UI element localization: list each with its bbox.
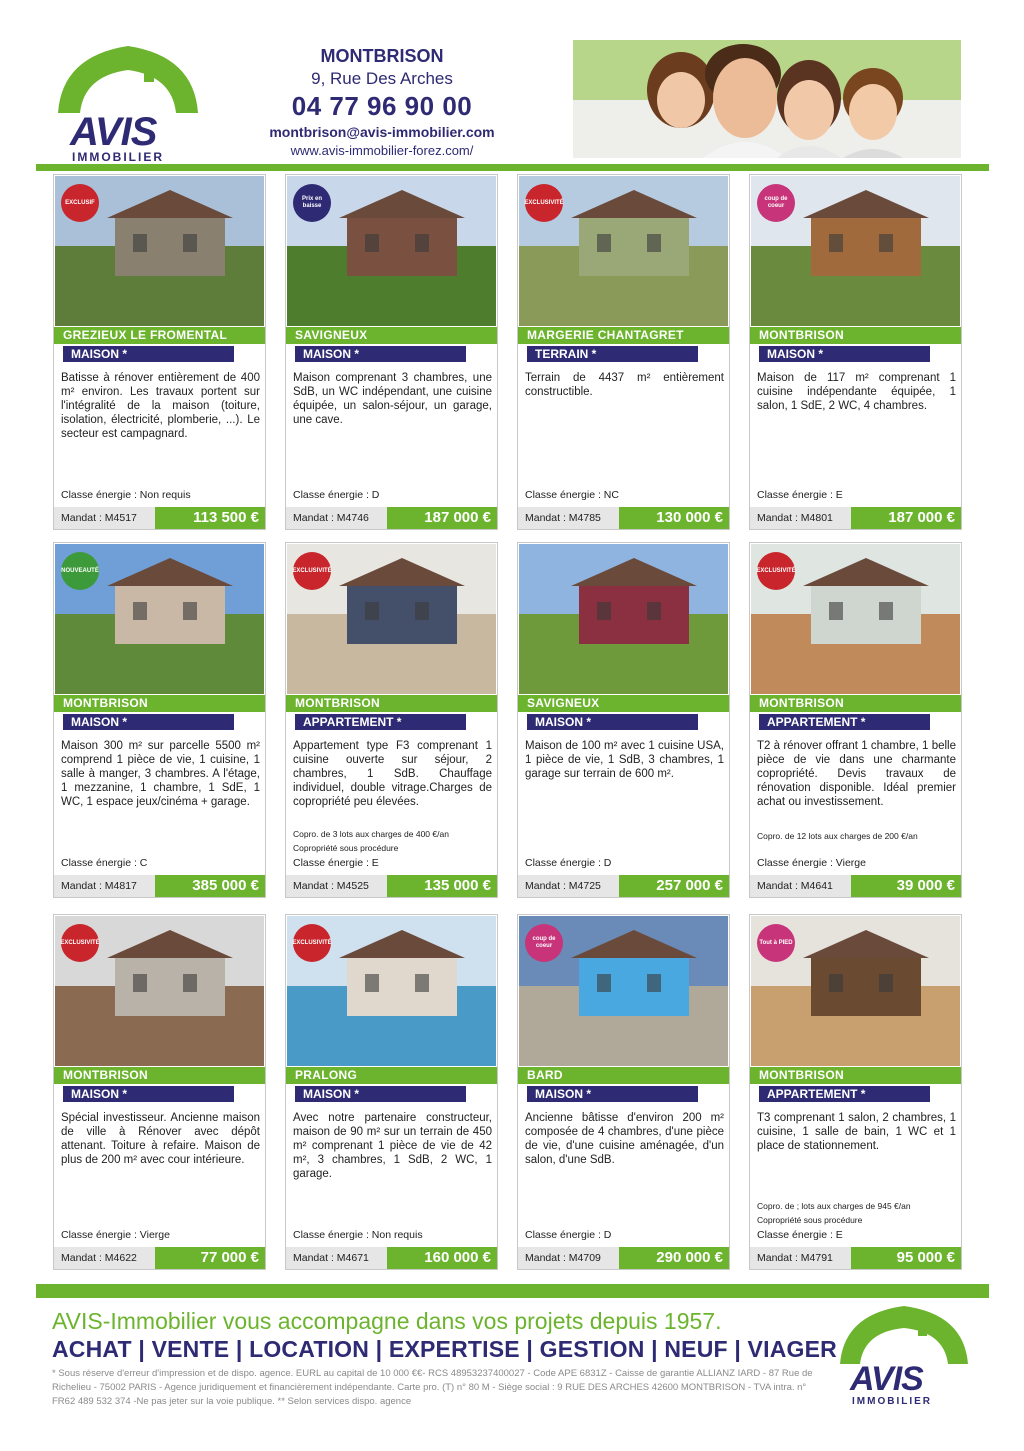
listing-mandate: Mandat : M4525 — [293, 880, 369, 892]
listing-mandate: Mandat : M4801 — [757, 512, 833, 524]
listing-price: 290 000 € — [619, 1247, 729, 1269]
listing-card[interactable] — [517, 914, 730, 1270]
footer-logo-roof-icon — [834, 1302, 974, 1366]
listing-footer — [54, 507, 265, 529]
listing-badge: EXCLUSIVITÉ — [293, 924, 331, 962]
listing-footer — [518, 1247, 729, 1269]
listing-description: T2 à rénover offrant 1 chambre, 1 belle pièce de vie dans une charmante copropriété. Devis travaux de rénovation disponible. Idéal premier achat ou investissement. — [757, 740, 956, 808]
listing-mandate: Mandat : M4709 — [525, 1252, 601, 1264]
listing-photo — [287, 544, 496, 694]
listing-mandate: Mandat : M4671 — [293, 1252, 369, 1264]
listing-badge: EXCLUSIVITÉ — [61, 924, 99, 962]
listing-copro-status: Copropriété sous procédure — [293, 843, 399, 853]
family-photo — [573, 40, 961, 158]
listing-energy-class: Classe énergie : Non requis — [61, 489, 191, 501]
listing-mandate: Mandat : M4791 — [757, 1252, 833, 1264]
listing-city: GREZIEUX LE FROMENTAL — [54, 327, 265, 344]
listing-energy-class: Classe énergie : D — [525, 1229, 612, 1241]
listing-type: APPARTEMENT * — [759, 714, 930, 730]
listing-copro-status: Copropriété sous procédure — [757, 1215, 863, 1225]
listing-badge: NOUVEAUTÉ — [61, 552, 99, 590]
listing-city: SAVIGNEUX — [286, 327, 497, 344]
listing-type: MAISON * — [295, 346, 466, 362]
listing-footer — [54, 1247, 265, 1269]
listing-type: MAISON * — [63, 1086, 234, 1102]
logo-subtitle: IMMOBILIER — [72, 150, 164, 164]
listing-price: 257 000 € — [619, 875, 729, 897]
listing-photo — [55, 544, 264, 694]
listing-description: Maison comprenant 3 chambres, une SdB, un WC indépendant, une cuisine équipée, un salon-séjour, un garage, une cave. — [293, 372, 492, 426]
listing-badge: Prix en baisse — [293, 184, 331, 222]
footer-logo-subtitle: IMMOBILIER — [852, 1396, 932, 1407]
listing-copro: Copro. de 3 lots aux charges de 400 €/an — [293, 829, 449, 839]
listing-mandate: Mandat : M4725 — [525, 880, 601, 892]
listing-badge: EXCLUSIVITÉ — [293, 552, 331, 590]
listing-type: TERRAIN * — [527, 346, 698, 362]
listing-mandate: Mandat : M4622 — [61, 1252, 137, 1264]
listing-type: MAISON * — [759, 346, 930, 362]
listing-description: T3 comprenant 1 salon, 2 chambres, 1 cuisine, 1 salle de bain, 1 WC et 1 place de stationnement. — [757, 1112, 956, 1152]
header-divider — [36, 164, 989, 171]
listing-footer — [286, 875, 497, 897]
logo-roof-icon — [48, 38, 208, 118]
listing-price: 187 000 € — [851, 507, 961, 529]
listing-copro: Copro. de ; lots aux charges de 945 €/an — [757, 1201, 911, 1211]
listing-badge: Tout à PIED — [757, 924, 795, 962]
agency-logo — [48, 38, 208, 164]
listing-footer — [54, 875, 265, 897]
listing-description: Batisse à rénover entièrement de 400 m² environ. Les travaux portent sur l'intégralité de la maison (toiture, isolation, électricité, plomberie, ...). Le secteur est campagnard. — [61, 372, 260, 440]
listing-price: 135 000 € — [387, 875, 497, 897]
listing-type: MAISON * — [295, 1086, 466, 1102]
listing-photo — [55, 916, 264, 1066]
listing-footer — [750, 507, 961, 529]
listing-card[interactable] — [517, 542, 730, 898]
listing-photo — [287, 176, 496, 326]
agency-street: 9, Rue Des Arches — [311, 69, 453, 88]
listing-energy-class: Classe énergie : D — [525, 857, 612, 869]
listing-card[interactable] — [53, 914, 266, 1270]
listing-mandate: Mandat : M4817 — [61, 880, 137, 892]
listing-badge: coup de coeur — [525, 924, 563, 962]
agency-contact — [258, 46, 506, 158]
listing-description: Maison de 100 m² avec 1 cuisine USA, 1 pièce de vie, 1 SdB, 3 chambres, 1 garage sur terrain de 600 m². — [525, 740, 724, 780]
agency-website[interactable]: www.avis-immobilier-forez.com/ — [290, 143, 474, 158]
listing-price: 187 000 € — [387, 507, 497, 529]
listing-price: 160 000 € — [387, 1247, 497, 1269]
agency-phone[interactable]: 04 77 96 90 00 — [291, 91, 473, 121]
listing-city: MONTBRISON — [750, 327, 961, 344]
listing-footer — [518, 875, 729, 897]
listing-description: Terrain de 4437 m² entièrement constructible. — [525, 372, 724, 398]
listing-energy-class: Classe énergie : Vierge — [757, 857, 866, 869]
listing-footer — [518, 507, 729, 529]
listing-photo — [519, 176, 728, 326]
footer-legal: * Sous réserve d'erreur d'impression et de dispo. agence. EURL au capital de 10 000 €€- RCS 48953237400027 - Code APE 6831Z - Caisse de garantie ALLIANZ IARD - 87 Rue de Richelieu - 75002 PARIS - Agence juridiquement et financièrement indépendante. Carte pro. (T) n° 80 M - Siège social : 9 RUE DES ARCHES 42600 MONTBRISON - TVA intra. n° FR62 489 532 374 -Ne pas jeter sur la voie publique. ** Selon services dispo. agence — [52, 1368, 813, 1407]
listing-description: Spécial investisseur. Ancienne maison de ville à Rénover avec dépôt attenant. Toiture à refaire. Maison de plus de 200 m² avec cour intérieure. — [61, 1112, 260, 1166]
listing-photo — [519, 916, 728, 1066]
listing-energy-class: Classe énergie : Vierge — [61, 1229, 170, 1241]
listing-energy-class: Classe énergie : E — [757, 1229, 843, 1241]
listing-energy-class: Classe énergie : E — [293, 857, 379, 869]
listing-type: MAISON * — [63, 714, 234, 730]
listing-energy-class: Classe énergie : C — [61, 857, 148, 869]
listing-mandate: Mandat : M4517 — [61, 512, 137, 524]
listing-card[interactable] — [53, 174, 266, 530]
listing-energy-class: Classe énergie : Non requis — [293, 1229, 423, 1241]
listing-badge: EXCLUSIF — [61, 184, 99, 222]
listing-city: MARGERIE CHANTAGRET — [518, 327, 729, 344]
footer-slogan: AVIS-Immobilier vous accompagne dans vos projets depuis 1957. — [52, 1308, 722, 1334]
listing-card[interactable] — [285, 542, 498, 898]
listing-badge: coup de coeur — [757, 184, 795, 222]
listing-photo — [751, 544, 960, 694]
listing-description: Maison 300 m² sur parcelle 5500 m² comprend 1 pièce de vie, 1 cuisine, 1 salle à manger, 3 chambres. A l'étage, 1 mezzanine, 1 chambre, 1 SdE, 1 WC, 1 espace jeux/cinéma + garage. — [61, 740, 260, 808]
listing-mandate: Mandat : M4746 — [293, 512, 369, 524]
listing-photo — [751, 916, 960, 1066]
listing-price: 130 000 € — [619, 507, 729, 529]
listing-type: APPARTEMENT * — [759, 1086, 930, 1102]
listing-city: SAVIGNEUX — [518, 695, 729, 712]
listing-energy-class: Classe énergie : NC — [525, 489, 619, 501]
listing-city: MONTBRISON — [750, 695, 961, 712]
listing-card[interactable] — [285, 914, 498, 1270]
listing-type: MAISON * — [527, 714, 698, 730]
listing-city: MONTBRISON — [54, 695, 265, 712]
listing-badge: EXCLUSIVITÉ — [525, 184, 563, 222]
listing-photo — [287, 916, 496, 1066]
listing-card[interactable] — [517, 174, 730, 530]
listing-energy-class: Classe énergie : E — [757, 489, 843, 501]
listing-card[interactable] — [749, 914, 962, 1270]
listing-type: MAISON * — [63, 346, 234, 362]
listing-city: MONTBRISON — [750, 1067, 961, 1084]
listing-card[interactable] — [285, 174, 498, 530]
footer-divider — [36, 1284, 989, 1298]
listing-footer — [750, 875, 961, 897]
listing-price: 77 000 € — [155, 1247, 265, 1269]
listing-badge: EXCLUSIVITÉ — [757, 552, 795, 590]
agency-email[interactable]: montbrison@avis-immobilier.com — [269, 124, 495, 140]
listing-card[interactable] — [53, 542, 266, 898]
listing-mandate: Mandat : M4641 — [757, 880, 833, 892]
listing-copro: Copro. de 12 lots aux charges de 200 €/an — [757, 831, 918, 841]
listing-description: Avec notre partenaire constructeur, maison de 90 m² sur un terrain de 450 m² comprenant 1 pièce de vie de 42 m², 3 chambres, 1 SdB, 2 WC, 1 garage. — [293, 1112, 492, 1180]
listing-price: 39 000 € — [851, 875, 961, 897]
listing-description: Maison de 117 m² comprenant 1 cuisine indépendante équipée, 1 salon, 1 SdE, 2 WC, 4 chambres. — [757, 372, 956, 412]
listing-city: MONTBRISON — [286, 695, 497, 712]
footer-logo-mark: AVIS — [850, 1360, 923, 1398]
listing-city: MONTBRISON — [54, 1067, 265, 1084]
listing-photo — [55, 176, 264, 326]
footer-services: ACHAT | VENTE | LOCATION | EXPERTISE | GESTION | NEUF | VIAGER — [52, 1336, 837, 1362]
listing-card[interactable] — [749, 542, 962, 898]
listing-price: 95 000 € — [851, 1247, 961, 1269]
listing-footer — [286, 507, 497, 529]
logo-mark: AVIS — [70, 110, 157, 154]
listing-type: MAISON * — [527, 1086, 698, 1102]
listing-mandate: Mandat : M4785 — [525, 512, 601, 524]
listing-city: BARD — [518, 1067, 729, 1084]
listing-photo — [519, 544, 728, 694]
listing-description: Appartement type F3 comprenant 1 cuisine ouverte sur séjour, 2 chambres, 1 SdB. Chauffage individuel, double vitrage.Charges de copropriété peu élevées. — [293, 740, 492, 808]
listing-footer — [286, 1247, 497, 1269]
listing-city: PRALONG — [286, 1067, 497, 1084]
page-header — [0, 0, 1024, 168]
listing-footer — [750, 1247, 961, 1269]
footer-logo — [834, 1302, 974, 1414]
listing-card[interactable] — [749, 174, 962, 530]
listing-price: 113 500 € — [155, 507, 265, 529]
listing-type: APPARTEMENT * — [295, 714, 466, 730]
agency-city: MONTBRISON — [320, 46, 444, 66]
listing-energy-class: Classe énergie : D — [293, 489, 380, 501]
listing-price: 385 000 € — [155, 875, 265, 897]
listing-photo — [751, 176, 960, 326]
listing-description: Ancienne bâtisse d'environ 200 m² composée de 4 chambres, d'une pièce de vie, d'une cuisine aménagée, d'un salon, d'une SdB. — [525, 1112, 724, 1166]
